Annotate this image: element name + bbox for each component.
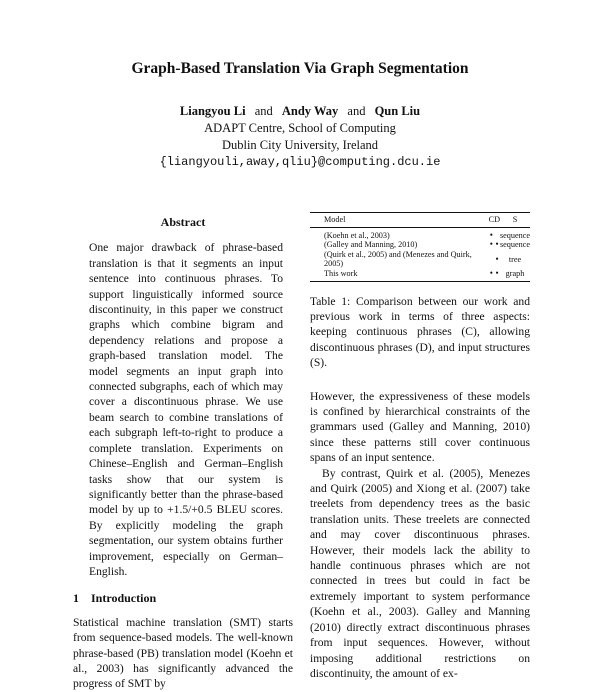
paper-title: Graph-Based Translation Via Graph Segmentation xyxy=(131,60,469,77)
section-heading xyxy=(73,591,293,606)
table-cell-model: (Galley and Manning, 2010) xyxy=(324,240,418,250)
section-title: Introduction xyxy=(91,591,157,606)
table-caption: Table 1: Comparison between our work and previous work in terms of three aspects: keeping continuous phrases (C), allowing discontinuous phrases (D), and input structures (S). xyxy=(310,294,530,370)
author-block xyxy=(0,103,600,171)
table-cell-model: (Koehn et al., 2003) xyxy=(324,230,390,240)
table-cell-c: • xyxy=(489,229,493,240)
table-cell-c: • xyxy=(489,239,493,250)
table-cell-s: graph xyxy=(505,268,525,278)
table-row xyxy=(310,240,530,250)
table-header: D xyxy=(494,215,500,224)
author-separator: and xyxy=(347,104,366,118)
table-cell-s: sequence xyxy=(499,230,530,240)
table-cell-d: • xyxy=(495,267,499,278)
author-email: {liangyouli,away,qliu}@computing.dcu.ie xyxy=(159,155,441,169)
table-cell-d: • xyxy=(495,239,499,250)
author-name: Qun Liu xyxy=(374,104,421,118)
author-name: Andy Way xyxy=(281,104,339,118)
table-cell-s: sequence xyxy=(499,240,530,250)
body-paragraph: By contrast, Quirk et al. (2005), Menezes and Quirk (2005) and Xiong et al. (2007) take treelets from dependency trees as the basic translation units. These treelets are connected and may cover discontinuous phrases. However, their models lack the ability to handle continuous phrases which are not connected in trees but could in fact be extremely important to system performance (Koehn et al., 2003). Galley and Manning (2010) directly extract discontinuous phrases from input sequences. However, without imposing additional restrictions on discontinuity, the amount of ex- xyxy=(310,466,530,680)
section-number: 1 xyxy=(73,591,79,606)
table-header-row xyxy=(310,213,530,228)
table-header: C xyxy=(488,215,495,224)
table-header: Model xyxy=(324,215,346,224)
abstract-text: One major drawback of phrase-based translation is that it segments an input sentence into continuous phrases. To support linguistically informed source discontinuity, in this paper we construct graphs which combine bigram and dependency relations and propose a graph-based translation model. The model segments an input graph into connected subgraphs, each of which may cover a discontinuous phrase. We use beam search to combine translations of each subgraph left-to-right to produce a complete translation. Experiments on Chinese–English and German–English tasks show that our system is significantly better than the phrase-based model by up to +1.5/+0.5 BLEU scores. By explicitly modeling the graph segmentation, our system obtains further improvement, especially on German–English. xyxy=(89,241,283,578)
body-paragraph: However, the expressiveness of these models is confined by hierarchical constraints of the grammars used (Galley and Manning, 2010) since these patterns still cover continuous spans of an input sentence. xyxy=(310,389,530,465)
table-row xyxy=(310,269,530,281)
author-names xyxy=(0,103,600,120)
table-cell-model: This work xyxy=(324,268,358,278)
table-cell-s: tree xyxy=(508,254,522,264)
table-cell-c: • xyxy=(489,267,493,278)
comparison-table xyxy=(310,212,530,282)
intro-paragraph: Statistical machine translation (SMT) starts from sequence-based models. The well-known phrase-based (PB) translation model (Koehn et al., 2003) has significantly advanced the progress of SMT by xyxy=(73,615,293,691)
affiliation-line: Dublin City University, Ireland xyxy=(221,138,379,152)
author-name: Liangyou Li xyxy=(179,104,246,118)
table-header: S xyxy=(512,215,518,224)
author-separator: and xyxy=(254,104,273,118)
table-cell-model: (Quirk et al., 2005) and (Menezes and Quirk, 2005) xyxy=(324,249,472,269)
affiliation-line: ADAPT Centre, School of Computing xyxy=(204,121,396,135)
table-row xyxy=(310,250,530,269)
left-column xyxy=(73,215,293,692)
table-cell-d: • xyxy=(495,253,499,264)
abstract-heading: Abstract xyxy=(160,215,206,229)
right-column xyxy=(310,212,530,681)
